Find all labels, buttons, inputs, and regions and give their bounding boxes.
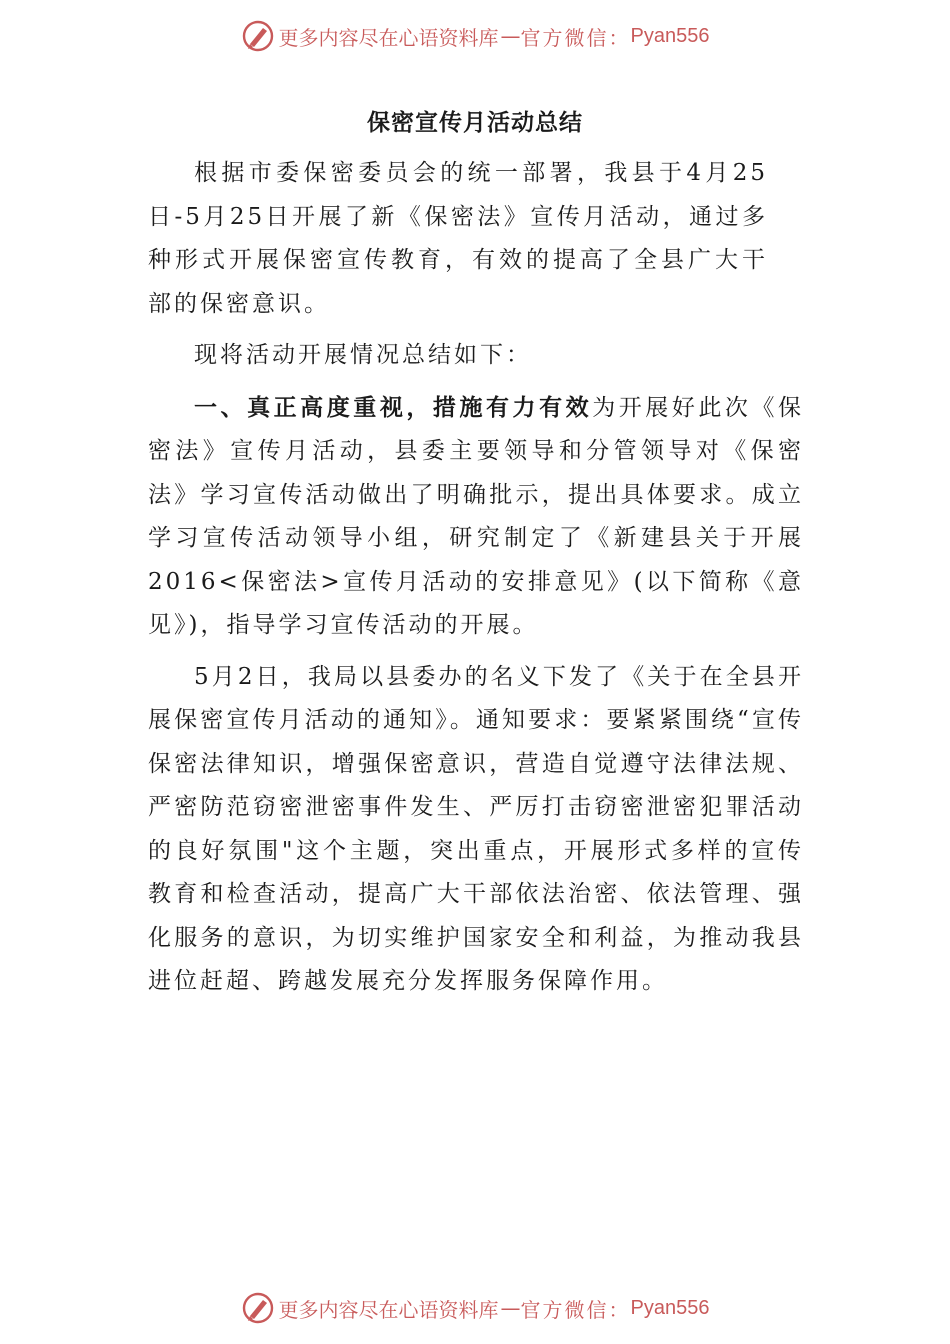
watermark-separator: — [500,24,519,48]
watermark-banner-top [0,16,950,56]
pen-circle-logo-icon [241,1291,275,1325]
watermark-wechat-label: 官方微信： [520,25,631,50]
document-title: 保密宣传月活动总结 [367,109,583,136]
watermark-wechat-id: Pyan556 [630,24,710,47]
paragraph-section-one [148,386,804,648]
paragraph-intro: 根据市委保密委员会的统一部署，我县于4月25日-5月25日开展了新《保密法》宣传月活动，通过多种形式开展保密宣传教育，有效的提高了全县广大干部的保密意识。 [148,160,768,317]
watermark-wechat-id: Pyan556 [630,1296,710,1319]
watermark-separator: — [500,1296,519,1320]
watermark-brand: 更多内容尽在心语资料库 [278,1297,499,1322]
watermark-brand: 更多内容尽在心语资料库 [278,25,499,50]
watermark-banner-bottom [0,1288,950,1328]
document-body [148,152,804,1012]
pen-circle-logo-icon [241,19,275,53]
paragraph-summary-lead: 现将活动开展情况总结如下： [194,342,532,368]
watermark-wechat-label: 官方微信： [520,1297,631,1322]
section-one-heading: 一、真正高度重视，措施有力有效 [194,393,593,421]
paragraph-notice: 5月2日，我局以县委办的名义下发了《关于在全县开展保密宣传月活动的通知》。通知要求：要紧紧围绕“宣传保密法律知识，增强保密意识，营造自觉遵守法律法规、严密防范窃密泄密事件发生、严厉打击窃密泄密犯罪活动的良好氛围"这个主题，突出重点，开展形式多样的宣传教育和检查活动，提高广大干部依法治密、依法管理、强化服务的意识，为切实维护国家安全和利益，为推动我县进位赶超、跨越发展充分发挥服务保障作用。 [148,663,804,994]
section-one-text: 为开展好此次《保密法》宣传月活动，县委主要领导和分管领导对《保密法》学习宣传活动做出了明确批示，提出具体要求。成立学习宣传活动领导小组，研究制定了《新建县关于开展2016<保密法>宣传月活动的安排意见》(以下简称《意见》)，指导学习宣传活动的开展。 [148,394,805,638]
